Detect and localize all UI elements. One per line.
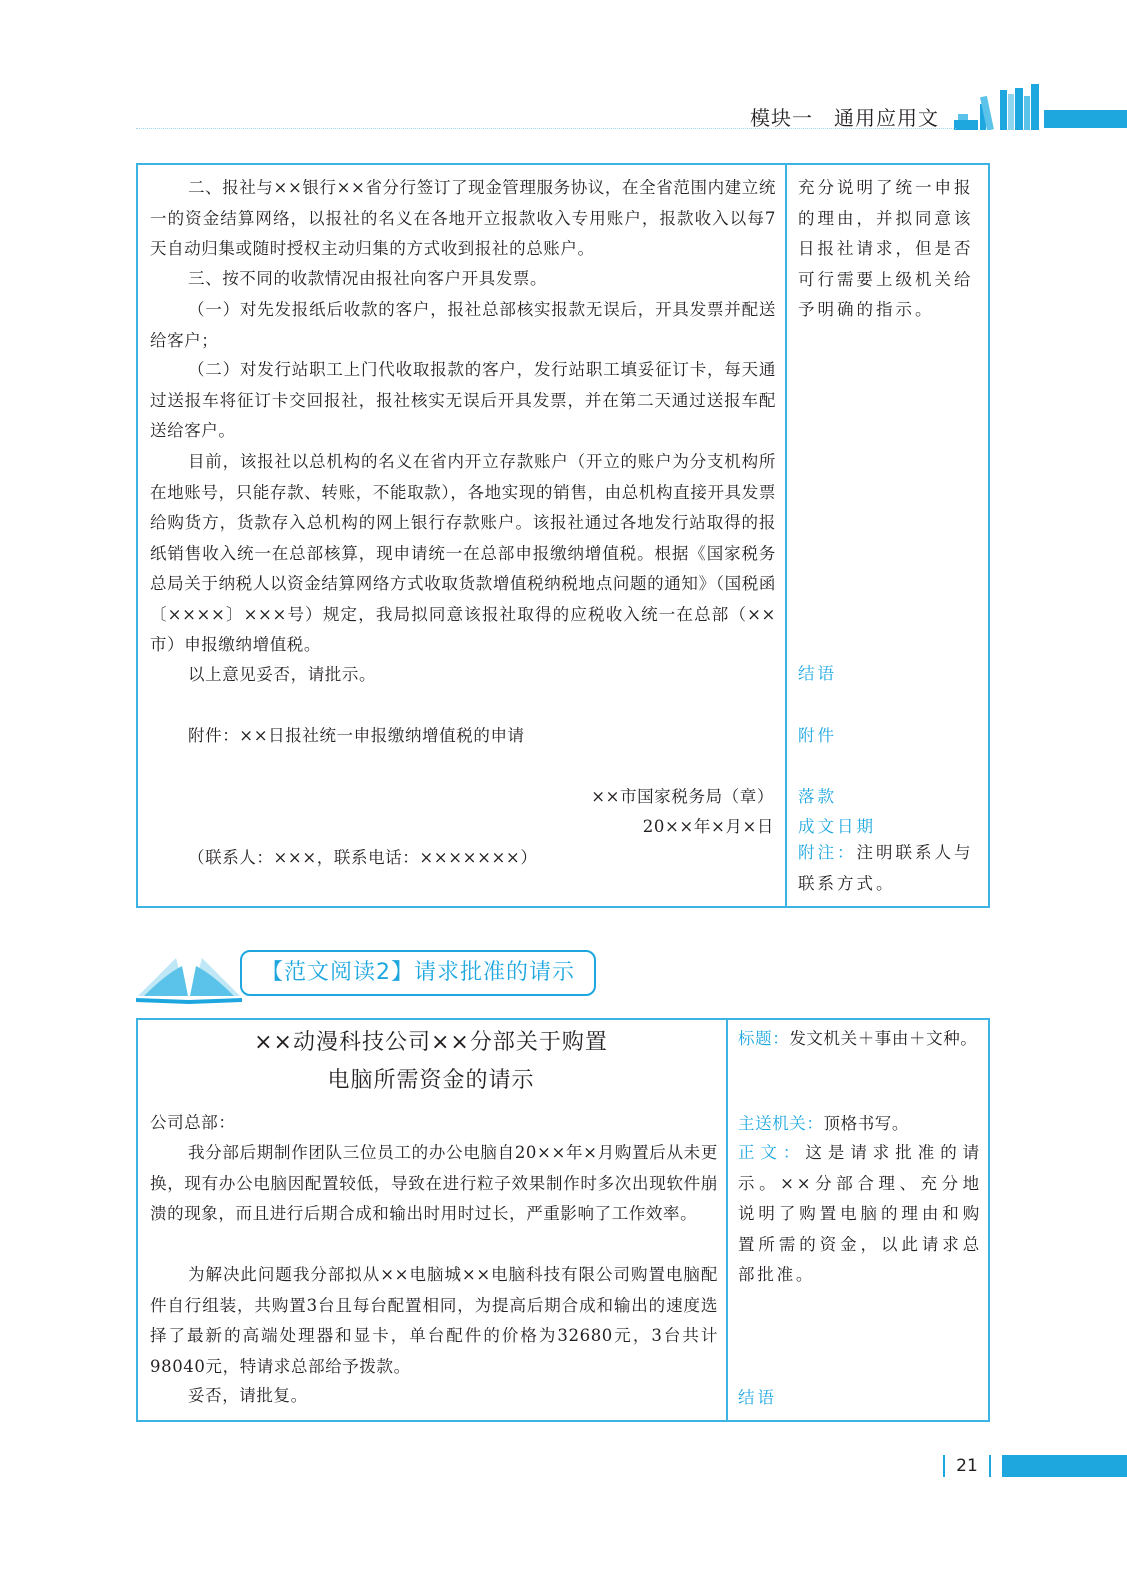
page-number: 21 [956,1456,978,1476]
recipient-note-label: 主送机关： [738,1114,824,1133]
body-note-label: 正文： [738,1143,806,1162]
margin-note-closing: 结语 [738,1388,777,1407]
sample-reading-banner: 【范文阅读2】请求批准的请示 [240,950,596,996]
attachment-line: 附件：××日报社统一申报缴纳增值税的申请 [188,726,525,745]
body-paragraph: 我分部后期制作团队三位员工的办公电脑自20××年×月购置后从未更换，现有办公电脑因配置较低，导致在进行粒子效果制作时多次出现软件崩溃的现象，而且进行后期合成和输出时用时过长，严重影响了工作效率。 [150,1143,718,1223]
contact-line: （联系人：×××，联系电话：×××××××） [188,848,538,867]
margin-note-signature: 落款 [798,787,837,806]
column-divider [785,165,787,906]
signature-line: ××市国家税务局（章） [591,787,774,806]
header-accent-bar [1044,110,1127,128]
running-header-title: 模块一 通用应用文 [750,106,939,130]
margin-note-date: 成文日期 [798,817,876,836]
body-paragraph: 三、按不同的收款情况由报社向客户开具发票。 [188,269,548,288]
page-number-separator [989,1455,991,1477]
margin-note-body [738,1138,982,1291]
remark-text: 注明联系人与联系方式。 [798,843,974,893]
body-paragraph: 目前，该报社以总机构的名义在省内开立存款账户（开立的账户为分支机构所在地账号，只能存款、转账，不能取款），各地实现的销售，由总机构直接开具发票给购货方，货款存入总机构的网上银行存款账户。该报社通过各地发行站取得的报纸销售收入统一在总部核算，现申请统一在总部申报缴纳增值税。根据《国家税务总局关于纳税人以资金结算网络方式收取货款增值税纳税地点问题的通知》（国税函〔××××〕×××号）规定，我局拟同意该报社取得的应税收入统一在总部（××市）申报缴纳增值税。 [150,452,776,654]
margin-note-closing: 结语 [798,664,837,683]
body-paragraph: （一）对先发报纸后收款的客户，报社总部核实报款无误后，开具发票并配送给客户； [150,300,776,350]
closing-paragraph: 以上意见妥否，请批示。 [188,665,377,684]
remark-label: 附注： [798,843,857,862]
body-note-text: 这是请求批准的请示。××分部合理、充分地说明了购置电脑的理由和购置所需的资金，以此请求总部批准。 [738,1143,982,1284]
margin-note-attachment: 附件 [798,726,837,745]
margin-note-reason: 充分说明了统一申报的理由，并拟同意该日报社请求，但是否可行需要上级机关给予明确的指示。 [798,178,974,319]
margin-note-recipient [738,1109,986,1140]
document-title-line-2: 电脑所需资金的请示 [327,1068,535,1093]
body-paragraph: （二）对发行站职工上门代收取报款的客户，发行站职工填妥征订卡，每天通过送报车将征订卡交回报社，报社核实无误后开具发票，并在第二天通过送报车配送给客户。 [150,360,776,440]
sample-document-box-1 [136,163,990,908]
document-title-line-1: ××动漫科技公司××分部关于购置 [254,1030,608,1055]
margin-note-title [738,1024,986,1055]
footer-accent-bar [1002,1455,1127,1477]
header-rule [136,128,956,129]
recipient-note-text: 顶格书写。 [823,1114,909,1133]
title-note-text: 发文机关＋事由＋文种。 [789,1029,978,1048]
body-paragraph: 二、报社与××银行××省分行签订了现金管理服务协议，在全省范围内建立统一的资金结算网络，以报社的名义在各地开立报款收入专用账户，报款收入以每7天自动归集或随时授权主动归集的方式收到报社的总账户。 [150,178,776,258]
title-note-label: 标题： [738,1029,790,1048]
date-line: 20××年×月×日 [642,817,774,836]
margin-note-remark [798,838,984,899]
closing-paragraph: 妥否，请批复。 [188,1386,308,1405]
recipient-line: 公司总部： [150,1113,236,1132]
column-divider [726,1020,728,1420]
books-decoration-icon [952,84,1044,130]
body-paragraph: 为解决此问题我分部拟从××电脑城××电脑科技有限公司购置电脑配件自行组装，共购置3台且每台配置相同，为提高后期合成和输出的速度选择了最新的高端处理器和显卡，单台配件的价格为32680元，3台共计98040元，特请求总部给予拨款。 [150,1265,718,1376]
